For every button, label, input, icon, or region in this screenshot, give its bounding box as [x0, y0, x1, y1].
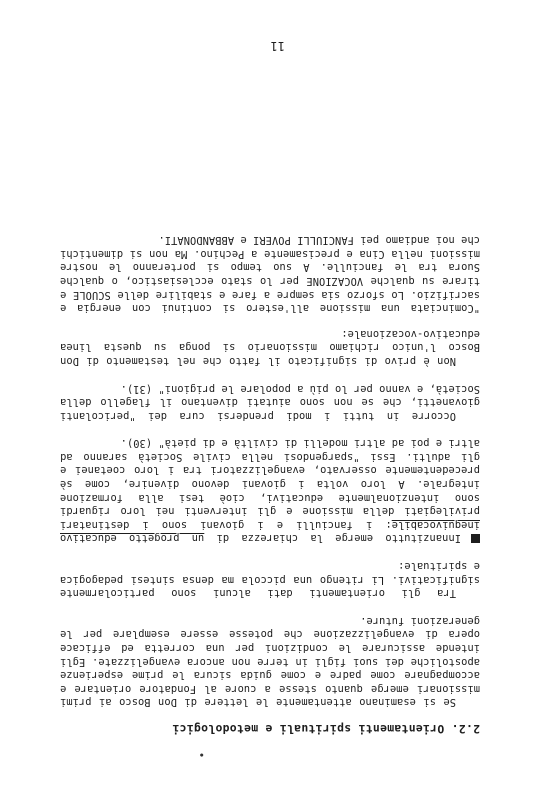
paragraph-4: Occorre in tutti i modi prendersi cura dei "pericolanti giovanetti, che se non sono aiutati diventano il flagello della Società, e vanno per lo più a popolare le prigioni" (31). — [60, 382, 480, 422]
bullet-icon — [471, 534, 480, 543]
paragraph-5: Non è privo di significato il fatto che nel testamento di Don Bosco l'unico richiamo missionario si ponga su questa linea educativo-vocazionale: — [60, 327, 480, 367]
document-body — [60, 233, 480, 761]
section-heading: 2.2. Orientamenti spirituali e metodologici — [172, 722, 480, 736]
show-through-text — [75, 163, 465, 233]
page-number: 11 — [270, 39, 285, 53]
paragraph-1: Se si esaminano attentamente le lettere di Don Bosco ai primi missionari emerge quanto stesse a cuore al Fondatore orientare e accompagnare come padre e come guida sicura le prime esperienze apostoliche dei suoi figli in terre non ancora evangelizzate. Egli intende assicurare le condizioni per una corretta ed efficace opera di evangelizzazione che potesse essere esemplare per le generazioni future. — [60, 614, 480, 709]
top-mark: • — [198, 748, 205, 761]
paragraph-3-intro: Innanzitutto emerge la chiarezza di — [204, 532, 461, 545]
paragraph-2: Tra gli orientamenti dati alcuni sono particolarmente significativi. Li ritengo una piccola ma densa sintesi pedagogica e spirituale: — [60, 560, 480, 600]
paragraph-3-underlined: un progetto educativo inequivocabile — [60, 518, 480, 545]
paragraph-3 — [60, 436, 480, 545]
quote-paragraph: "Cominciata una missione all'estero si continui con energia e sacrifizio. Lo sforzo sia sempre a fare e stabilire delle SCUOLE e tirare su qualche VOCAZIONE per lo stato ecclesiastico, o qualche Suora tra le fanciulle. A suo tempo si porteranno le nostre missioni nella Cina e precisamente a Pechino. Ma non si dimentichi che noi andiamo pei FANCIULLI POVERI e ABBANDONATI. — [60, 234, 480, 315]
paragraph-3-rest: : i fanciulli e i giovani sono i destinatari privilegiati della missione e gli interventi nei loro riguardi sono intenzionalmente educativi, cioè tesi alla formazione integrale. A loro volta i giovani devono divenire, come sè precedentemente osservato, evangelizzatori tra i loro coetanei e gli adulti. Essi "spargendosi nella civile Società saranno ad altri e poi ad altri modelli di civiltà e di pietà" (30). — [60, 437, 480, 531]
